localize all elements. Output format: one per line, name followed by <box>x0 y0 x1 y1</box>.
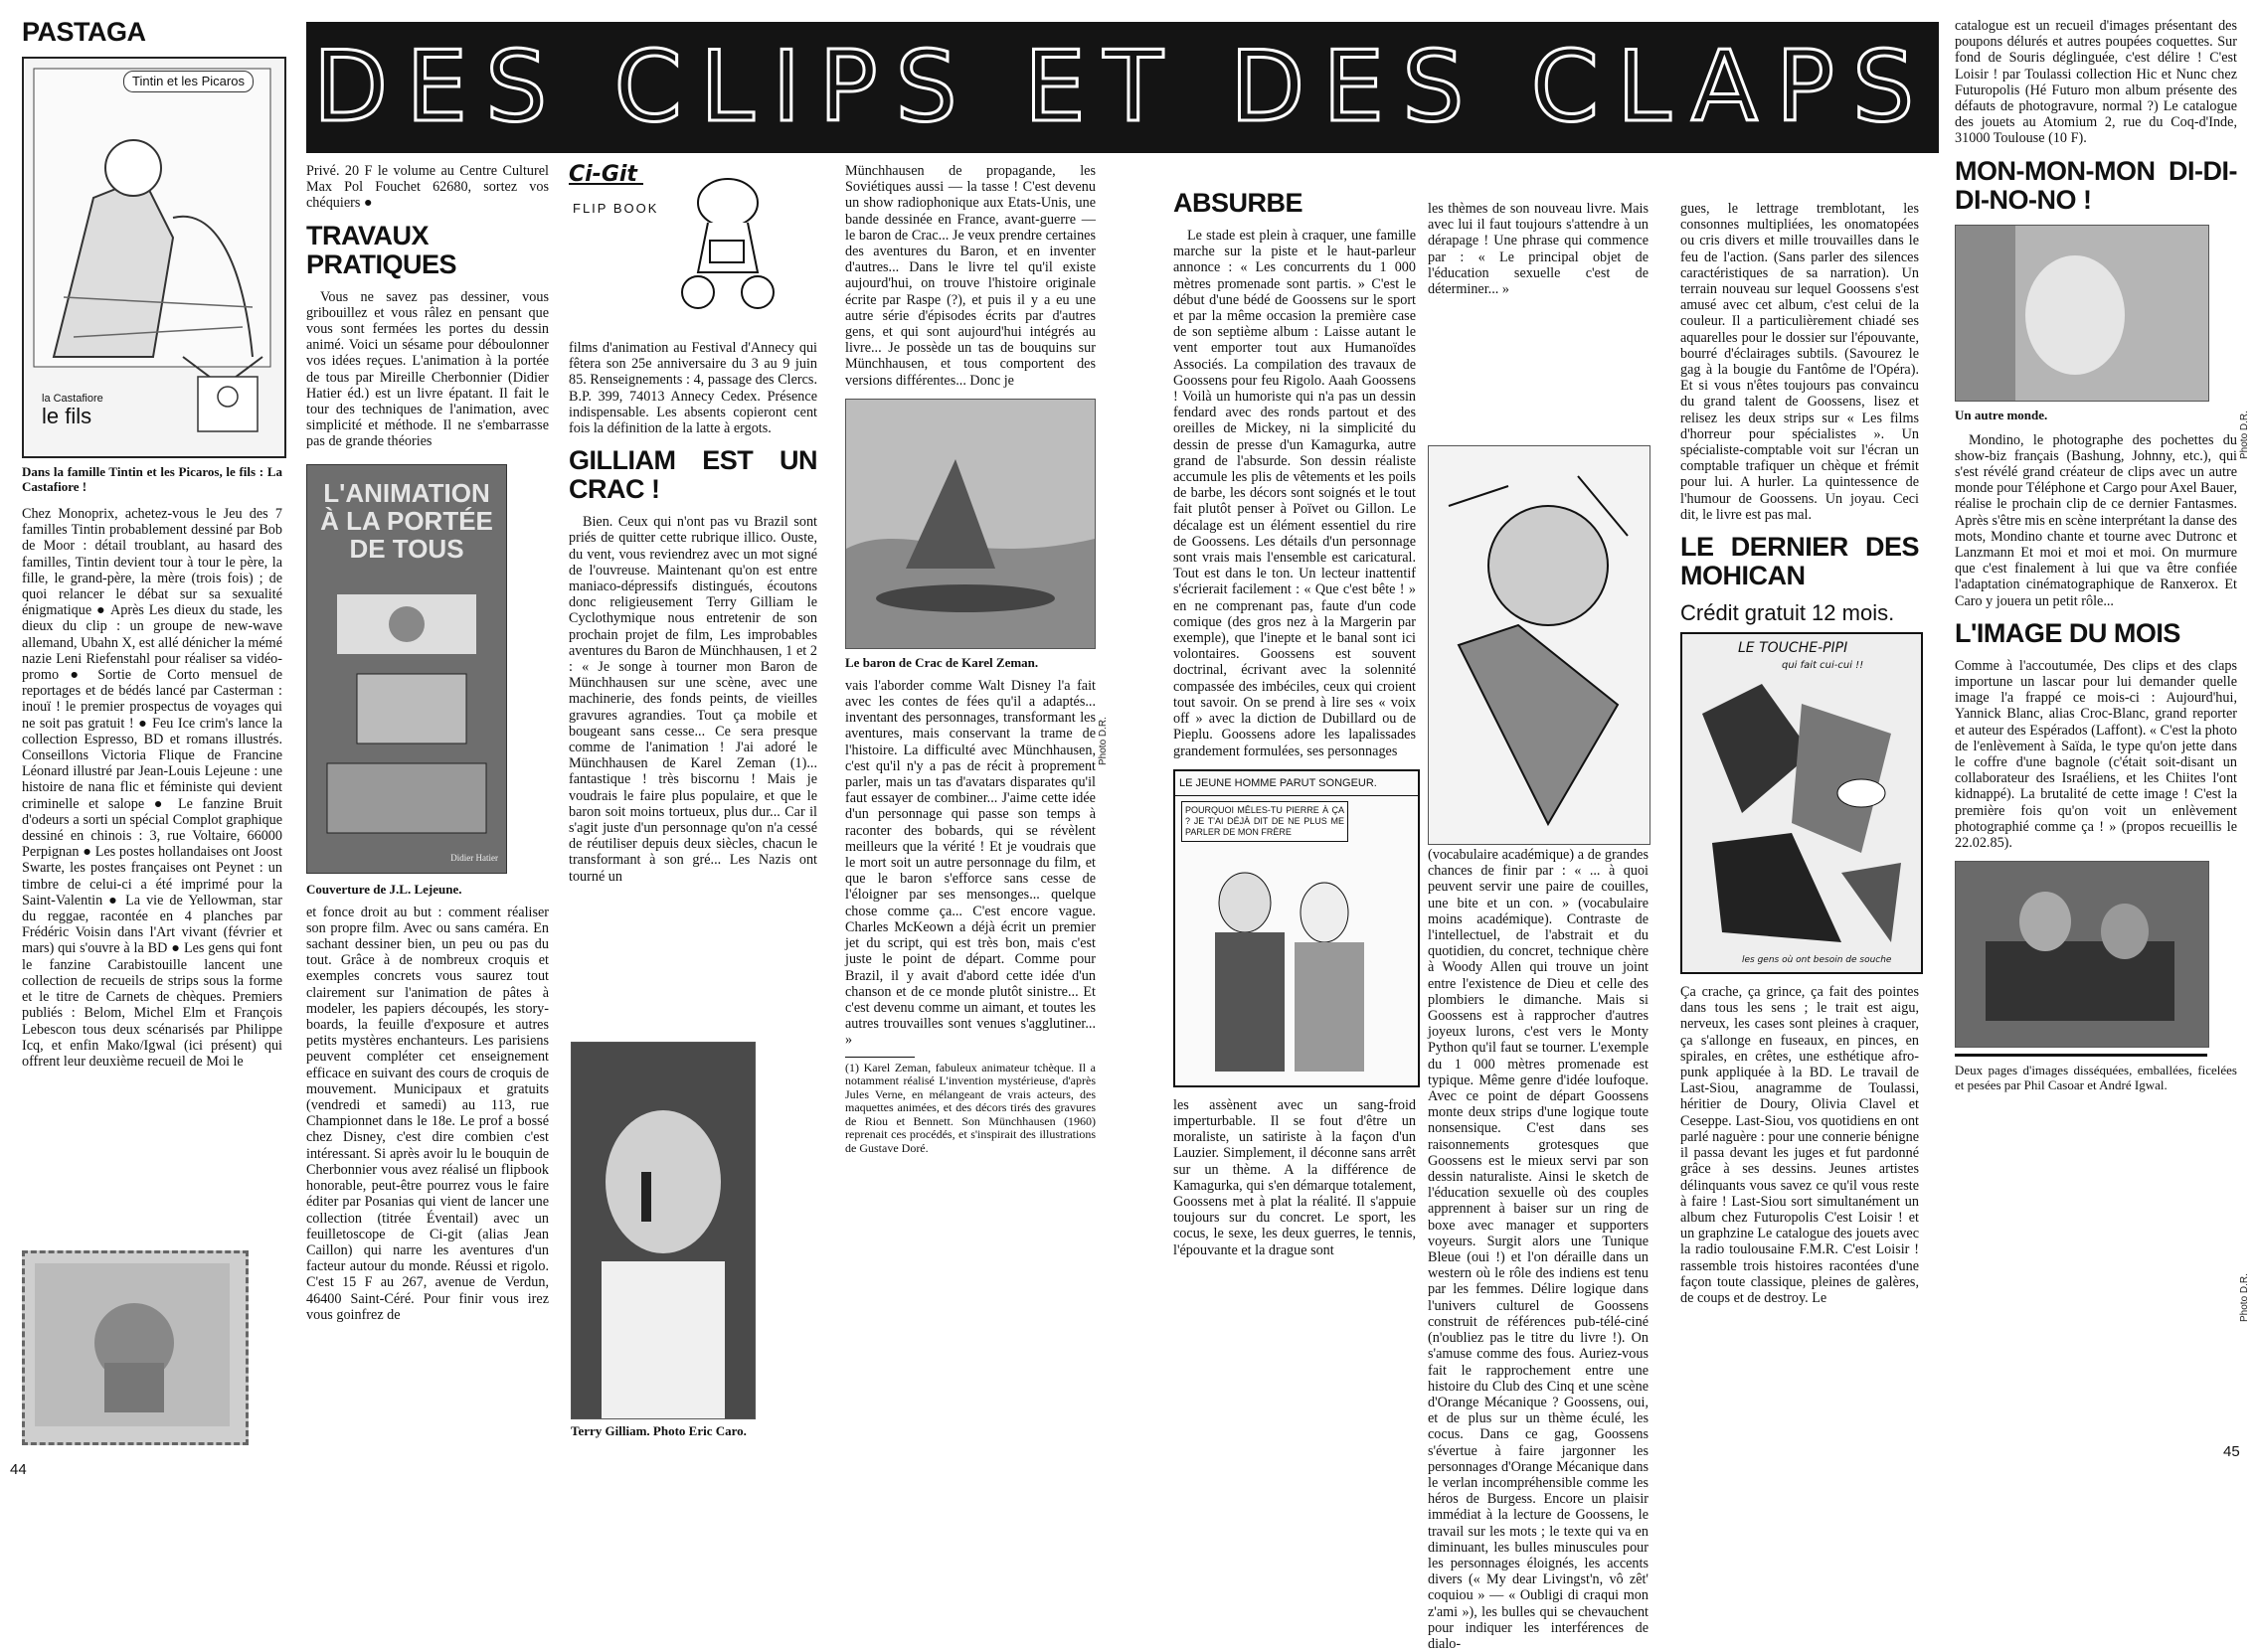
col5-body2: les assènent avec un sang-froid imperturbable. Il se fout d'être un moraliste, un satiriste à la façon d'un Lauzier. Simplement, il déconne sans arrêt sur un thème. A la différence de Kamagurka, qui s'en démarque totalement, Goossens met à plat la réalité. Il s'appuie toujours sur du concret. Le sport, les cocus, le sexe, les deux guerres, le tennis, l'épouvante et la drague sont <box>1173 1096 1416 1258</box>
photo-terry-gilliam <box>571 1042 756 1419</box>
closing-rule <box>1955 1054 2207 1057</box>
comic-goossens-1-art <box>1429 446 1649 844</box>
caption-autre-monde: Un autre monde. <box>1955 407 2048 422</box>
stamp-image <box>22 1250 249 1445</box>
photo-autre-monde-art <box>1956 226 2208 401</box>
col7-body2: Ça crache, ça grince, ça fait des pointes dans tous les sens ; le trait est aigu, nerveux, les cases sont pleines à craquer, ça s'allonge en fuseaux, en pinces, en spirales, en crêtes, une esthétique afro-punk appliquée à la BD. Le travail de Last-Siou, anagramme de Toulassi, héritier de Doury, Olivia Clavel et Ceseppe. Last-Siou, vos quotidiens en ont parlé naguère : pour une connerie bénigne il passa devant les juges et fut pardonné grâce à ses dessins. Jeunes artistes délinquants vous savez ce qu'il vous reste à faire ! Last-Siou sort simultanément un album chez Futuropolis C'est Loisir ! et un graphzine Le catalogue des jouets avec la radio toulousaine F.M.R. C'est Loisir ! rassemble trois histoires racontées d'une façon toute classique, pleines de galères, de coups et de destroy. Le <box>1680 984 1919 1306</box>
column-munchhausen <box>845 163 1096 1445</box>
column-goossens-cont <box>1428 201 1649 443</box>
photo-baron-crac-art <box>846 400 1095 648</box>
book-cover-art <box>307 584 506 863</box>
caption-baron: Le baron de Crac de Karel Zeman. <box>845 654 1039 670</box>
credit-autre-monde: Photo D.R. <box>2239 411 2250 459</box>
col2-body1: Vous ne savez pas dessiner, vous gribouillez et vous râlez en pensant que vous sont fermées les portes du dessin animé. Voici un sésame pour déboulonner vos idées reçues. L'animation à la portée de tous par Mireille Cherbonnier (Didier Hatier éd.) est un livre épatant. Il fait le tour des techniques de l'animation, avec simplicité et méthode. Il ne s'embarrasse pas de grande théories <box>306 288 549 450</box>
col6-body2: (vocabulaire académique) a de grandes chances de finir par : « ... à quoi peuvent servir une paire de couilles, une bite et un con. » (vocabulaire moins académique). Contraste de l'intellectuel, de l'abstrait et du quotidien, du concret, technique chère à Woody Allen qui trouve un joint entre l'existence de Dieu et celle des plombiers le dimanche. Mais si Goossens est à rapprocher d'autres joyeux lurons, c'est vers le Monty Python qu'il faut se tourner. L'exemple du 1 000 mètres promenade est typique. Même genre d'idée loufoque. Avec ce point de départ Goossens monte deux strips d'une logique toute nonsensique. C'est dans ses raisonnements grotesques que Goossens est le mieux servi par son dessin naturaliste. Ainsi le sketch de l'éducation sexuelle où des couples apprennent à baiser sur un ring de boxe avec manager et supporters voyeurs. Surgit alors une Tunique Bleue (oui !) et l'on déraille dans un western où le rôle des indiens est tenu par les femmes. Délire logique dans l'univers culturel de Goossens construit de références pub-télé-ciné (n'oubliez pas le titre du livre !). On s'amuse comme des fous. Auriez-vous fait le rapprochement entre une histoire du Club des Cinq et une scène d'Orange Mécanique ? Goossens, oui, et de plus sur un thème éculé, les cocus. Dans ce gag, Goossens s'évertue à faire jargonner les personnages d'Orange Mécanique dans le verlan incompréhensible comme les héros de Burgess. Encore un plaisir immédiat à la lecture de Goossens, le travail sur les mots ; le texte qui va en diminuant, les bulles minuscules pour les personnages éloignés, les accents divers (« My dear Livingst'n, vô zêt' coquiou » — « Oubligi di craqui mon z'ami »), les bulles qui se chevauchent pour indiquer les interférences de dialo- <box>1428 847 1649 1652</box>
credit-baron: Photo D.R. <box>1098 717 1109 765</box>
col5-body1: Le stade est plein à craquer, une famille marche sur la piste et le haut-parleur annonce : « Les concurrents du 1 000 mètres promenade sont partis. » C'est le début d'une bédé de Goossens sur le sport et par la même occasion la première case de son septième album : Laisse autant le vent emporter tout aux Humanoïdes Associés. La compilation des travaux de Goossens pour feu Rigolo. Aaah Goossens ! Voilà un humoriste qui n'a pas un dessin fendard avec des ronds partout et des oreilles de Mickey, ni la simplicité du dessin de presse d'un Kamagurka, autre grand de l'absurde. Son dessin réaliste accumule les plis de vêtements et les poils de barbe, les décors sont soignés et le tout fait plutôt penser à Poïvet ou Gillon. Le décalage est un élément essentiel du rire de Goossens. Les détails d'un personnage sont vrais mais l'ensemble est caricatural. Tout est dans le ton. Un lecteur inattentif s'écrierait facilement : « Que c'est bête ! » en ne comprenant pas, faute d'un code comique (des gros nez à la Margerin par exemple), que l'inepte et le banal sont ici volontaires. Goossens est souvent doctrinal, écrivant avec la solennité compassée des imbéciles, ceux qui croient tout savoir. On se prend à lire ses « voix off » avec la diction de Dubillard ou de Pieplu. Goossens adore les lapalissades grandement formulées, ses personnages <box>1173 228 1416 759</box>
touche-art <box>1682 674 1917 962</box>
caption-book: Couverture de J.L. Lejeune. <box>306 881 462 897</box>
col3-body2: Bien. Ceux qui n'ont pas vu Brazil sont priés de quitter cette rubrique illico. Ouste, du vent, vous reviendrez avec un mot signé de l'ouvreuse. Maintenant qu'on est entre maniaco-dépressifs distingués, écoutons donc religieusement Terry Gilliam le Cyclothymique nous entretenir de son prochain projet de film, Les improbables aventures du Baron de Münchhausen, 1 et 2 : « Je songe à tourner mon Baron de Münchhausen sur une scène, avec une machinerie, des fonds peints, de vieilles gravures agrandies. Tout ça mobile et bougeant sans cesse... Ce sera presque comme de l'animation ! J'ai adoré le Münchhausen de Karel Zeman (1)... fantastique ! très biscornu ! Mais je voudrais le faire plus populaire, et que le baron soit moins tortueux, plus dur... Car il s'agit juste d'un personnage qu'on n'a cessé de réutiliser depuis deux siècles, chacun le transformant à son gré... Les Nazis ont tourné un <box>569 514 817 885</box>
col4-body1: Münchhausen de propagande, les Soviétiques aussi — la tasse ! C'est devenu un show radiophonique aux Etats-Unis, une bande dessinée en France, avant-guerre — le baron de Crac... Je veux prendre certaines des aventures du Baron, et en inventer d'autres... Dans le livre tel qu'il existe aujourd'hui, on trouve l'histoire originale écrite par Raspe (?), et puis il y a eu une autre série d'épisodes écrits par d'autres gens, et qui sont aujourd'hui intégrés au livre... Je possède un tas de bouquins sur Münchhausen, et tous comportent des versions différentes... Donc je <box>845 163 1096 389</box>
comic2-art <box>1175 843 1414 1081</box>
column-mohican <box>1680 201 1919 1445</box>
banner-title <box>306 22 1939 153</box>
touche-line2: qui fait cui-cui !! <box>1782 660 1864 672</box>
col2-intro: Privé. 20 F le volume au Centre Culturel Max Pol Fouchet 62680, sortez vos chéquiers ● <box>306 163 549 212</box>
comic2-line1: LE JEUNE HOMME PARUT SONGEUR. <box>1175 771 1418 796</box>
heading-image-mois: L'IMAGE DU MOIS <box>1955 617 2180 648</box>
caption-gilliam: Terry Gilliam. Photo Eric Caro. <box>571 1423 747 1438</box>
caption-tintin: Dans la famille Tintin et les Picaros, le fils : La Castafiore ! <box>22 464 282 494</box>
heading-absurbe: ABSURBE <box>1173 188 1303 218</box>
touche-line1: LE TOUCHE-PIPI <box>1738 640 1848 657</box>
col4-footnote: (1) Karel Zeman, fabuleux animateur tchèque. Il a notamment réalisé L'invention mystérieuse, d'après Jules Verne, en mélangeant de vrais acteurs, des maquettes animées, et des décors tirés des gravures de Riou et Bennett. Son Münchhausen (1960) reprenait ces procédés, et s'inspirait des illustrations de Gustave Doré. <box>845 1060 1096 1155</box>
photo-baron-crac <box>845 399 1096 649</box>
heading-mohican: LE DERNIER DES MOHICAN <box>1680 532 1919 591</box>
col7-body1: gues, le lettrage tremblotant, les consonnes multipliées, les onomatopées ou cris divers et mille trouvailles dans le feu de l'action. (Sans parler des silences caractéristiques de sa narration). Un terrain nouveau sur lequel Goossens s'est amusé avec cet album, c'est celui de la couleur. Il a particulièrement chiadé ses aquarelles pour le dossier sur l'épouvante, bourré d'éclairages subtils. (Savourez le gag à la bougie du Fantôme de l'Opéra). Et si vous n'êtes toujours pas convaincu du grand talent de Goossens, lisez et relisez les deux strips sur « Les films d'horreur pour spécialistes ». Un spécialiste-comptable voit sur l'écran un comptable trafiquer un chèque et frémit pour lui. A hurler. La quintessence de l'humour de Goossens. Un joyau. Ceci dit, le livre est pas mal. <box>1680 201 1919 523</box>
tintin-card <box>22 57 286 458</box>
heading-travaux: TRAVAUX PRATIQUES <box>306 220 457 279</box>
col2-body2: et fonce droit au but : comment réaliser son propre film. Avec ou sans caméra. En sachant dessiner bien, un peu ou pas du tout. Grâce à de nombreux croquis et exemples concrets vous saurez tout clairement sur l'animation de pâtes à modeler, les papiers découpés, les story-boards, la feuille d'exposure et autres petits mystères enchanteurs. Les parisiens peuvent compléter cet enseignement efficace en suivant des cours de croquis de mouvement. Municipaux et gratuits (vendredi et samedi) au 113, rue Championnet dans le 18e. Le prof a bossé chez Disney, c'est dire combien c'est intéressant. Si après avoir lu le bouquin de Cherbonnier vous avez réalisé un flipbook honorable, peut-être pourrez vous le faire éditer par Posanias qui vient de lancer une collection (titrée Éventail) avec un feuilletoscope de Ci-git (alias Jean Caillon) qui narre les aventures d'un facteur autour du monde. Réussi et rigolo. C'est 15 F au 267, avenue de Verdun, 46400 Saint-Céré. Pour finir vous irez vous goinfrez de <box>306 904 549 1323</box>
heading-pastaga: PASTAGA <box>22 17 146 47</box>
photo-enlevement <box>1955 861 2209 1048</box>
comic2-line2: POURQUOI MÊLES-TU PIERRE À ÇA ? JE T'AI DÉJÀ DIT DE NE PLUS ME PARLER DE MON FRÈRE <box>1181 801 1348 842</box>
touche-line3: les gens où ont besoin de souche <box>1742 954 1892 965</box>
heading-gilliam: GILLIAM EST UN CRAC ! <box>569 445 817 505</box>
col6-body1: les thèmes de son nouveau livre. Mais avec lui il faut toujours s'attendre à un dérapage ! Une phrase qui commence par : « Le principal objet de l'éducation sexuelle c'est de déterminer... » <box>1428 201 1649 298</box>
heading-mondino: MON-MON-MON DI-DI-DI-NO-NO ! <box>1955 155 2237 215</box>
flipbook-logo <box>569 163 817 328</box>
photo-enlevement-art <box>1956 862 2208 1047</box>
comic-goossens-1 <box>1428 445 1650 845</box>
footnote-rule <box>845 1057 915 1058</box>
col8-body2: Mondino, le photographe des pochettes du show-biz français (Bashung, Johnny, etc.), qui s'est révélé grand créateur de clips avec un autre monde pour Téléphone et Cargo pour Axel Bauer, réalise le prochain clip de ce dernier Fantasmes. Après s'être mis en scène interprétant la danse des mots, Mondino chante et tourne avec Dutronc et Lanzmann Et moi et moi et moi. On murmure que c'est finalement à lui que va être confiée l'adaptation cinématographique de Ranxerox. Et Caro y jouera un petit rôle... <box>1955 431 2237 609</box>
page-number-right: 45 <box>2223 1443 2240 1460</box>
book-cover-publisher: Didier Hatier <box>450 853 498 864</box>
photo-terry-gilliam-art <box>572 1043 755 1418</box>
banner-title-text: DES CLIPS ET DES CLAPS <box>312 31 1933 144</box>
photo-autre-monde <box>1955 225 2209 402</box>
flipbook-logo-name: Ci-Git <box>569 167 643 185</box>
ad-credit: Crédit gratuit 12 mois. <box>1680 600 1895 626</box>
page-number-left: 44 <box>10 1461 27 1478</box>
caption-closing: Deux pages d'images disséquées, emballées, ficelées et pesées par Phil Casoar et André Igwal. <box>1955 1063 2237 1093</box>
book-cover-title: L'ANIMATION À LA PORTÉE DE TOUS <box>320 477 493 564</box>
comic-touche-pipi <box>1680 632 1923 974</box>
col3-body1: films d'animation au Festival d'Annecy qui fêtera son 25e anniversaire du 3 au 9 juin 85. Renseignements : 4, passage des Clercs. B.P. 399, 74013 Annecy Cedex. Présence indispensable. Les absents copieront cent fois la définition de la latte à ergots. <box>569 340 817 437</box>
flipbook-mascot <box>648 163 807 322</box>
tintin-card-title: Tintin et les Picaros <box>123 71 254 92</box>
tintin-card-sub1: la Castafiore <box>42 393 103 405</box>
column-travaux <box>306 163 549 1445</box>
col8-body1: catalogue est un recueil d'images présentant des poupons délurés et autres poupées coquettes. Sur fond de Souris déglinguée, c'est délire ! C'est Loisir ! par Toulassi collection Hic et Nunc chez Futuropolis (Hé Futuro mon album présente des défauts de photogravure, normal ?) Le catalogue des jouets au Atomium 2, rue du Coq-d'Inde, 31000 Toulouse (10 F). <box>1955 18 2237 147</box>
pastaga-body: Chez Monoprix, achetez-vous le Jeu des 7 familles Tintin probablement dessiné par Bob de Moor : détail troublant, au hasard des familles, Tintin devient tour à tour le père, la fille, le grand-père, la mère (trois fois) ; de quoi relancer le débat sur sa sexualité énigmatique ● Après Les dieux du stade, les dieux du clip : un groupe de new-wave allemand, Ubahn X, est allé dénicher la mémé nazie Leni Riefenstahl pour réaliser sa vidéo-promo ● Sortie de Corto mensuel de reportages et de bédés lancé par Casterman : inouï ! le premier prospectus de voyages qui ne soit pas gratuit ! ● Feu Ice crim's lance la collection Espresso, BD et romans illustrés. Conseillons Victoria Flique de Francine Léonard illustré par Jean-Louis Lejeune : une histoire de nana flic et féministe qui devient criminelle et salope ● Le fanzine Bruit d'odeurs a sorti un spécial Complot graphique dessiné en chinois : 3, rue Voltaire, 66000 Perpignan ● Les postes hollandaises ont Joost Swarte, les postes françaises ont Peynet : un timbre de celui-ci a été imprimé pour la Saint-Valentin ● La vie de Yellowman, star du reggae, racontée en 4 planches par Frédéric Voisin dans l'Art vivant (février et mars) qui s'ouvre à la BD ● Les gens qui font le fanzine Carabistouille lancent une collection de recueils de strips sous la forme et le titre de Carnets de chèques. Premiers publiés : Belom, Michel Elm et François Lebescon tous deux scénarisés par Philippe Icq, et enfin Mako/Igwal (ici présent) qui offrent leur deuxième recueil de Moi le <box>22 506 282 1070</box>
column-goossens-cont2 <box>1428 847 1649 1652</box>
book-cover <box>306 464 507 874</box>
col4-body2: vais l'aborder comme Walt Disney l'a fait avec les contes de fées qu'il a adaptés... inventant des personnages, transformant les aventures, mais conservant la trame de l'histoire. La difficulté avec Münchhausen, c'est qu'il n'y a pas de récit à proprement parler, mais un tas d'avatars disparates qu'il faut essayer de combiner... J'aime cette idée d'un personnage qui passe son temps à raconter des bobards, qui se révèlent meilleurs que la vérité ! Et je voudrais que le mort soit un autre personnage du film, et que le baron s'efforce sans cesse de l'éloigner par ses mensonges... quelque chose comme ça... C'est encore vague. Charles McKeown a déjà écrit un premier jet du script, qui est très bon, mais c'est juste le point de départ. Comme pour Brazil, il y avait d'abord cette idée d'un chanson et de ce monde plutôt sinistre... Et c'est devenu comme un aimant, et toutes les autres trouvailles sont venues s'agglutiner... » <box>845 677 1096 1049</box>
column-pastaga <box>22 18 282 1439</box>
flipbook-logo-sub: FLIP BOOK <box>573 201 659 216</box>
column-mondino <box>1955 18 2237 1445</box>
column-absurbe <box>1173 189 1416 1445</box>
comic-goossens-2 <box>1173 769 1420 1087</box>
tintin-card-sub2: le fils <box>42 404 92 428</box>
col8-body3: Comme à l'accoutumée, Des clips et des claps importune un lascar pour lui demander quelle image l'a frappé ce mois-ci : Aujourd'hui, Yannick Blanc, alias Croc-Blanc, grand reporter et auteur des Espérados (Laffont). « C'est la photo de l'enlèvement à Saïda, le type qu'on jette dans le coffre d'une bagnole (c'était soit-disant un collaborateur des Israéliens, et les Chiites l'ont kidnappé). La brutalité de cette image ! C'est la première fois qu'on voit un enlèvement photographié comme ça ! » (propos recueillis le 22.02.85). <box>1955 657 2237 852</box>
stamp-illustration <box>25 1253 240 1436</box>
credit-enlevement: Photo D.R. <box>2239 1273 2250 1322</box>
